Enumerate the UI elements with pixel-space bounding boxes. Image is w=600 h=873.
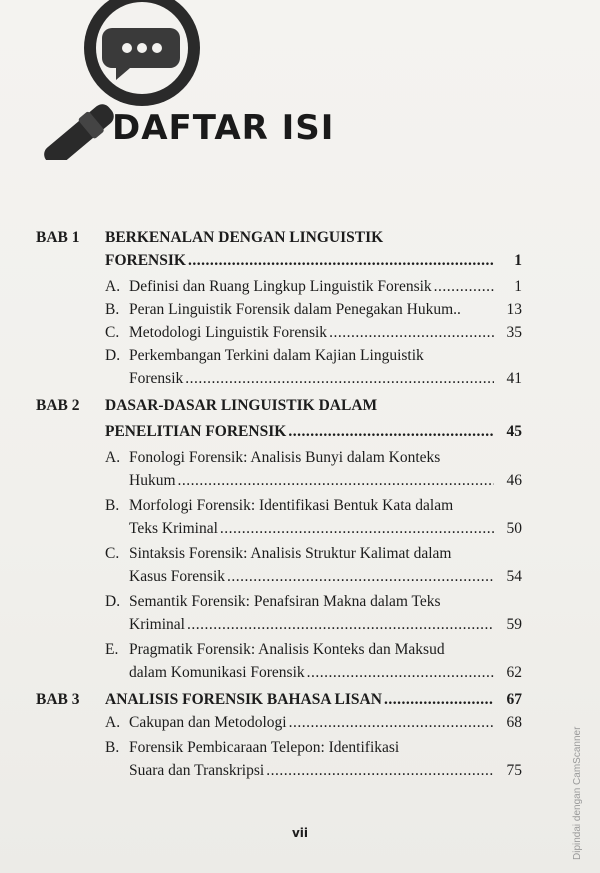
- toc-item: [36, 638, 522, 661]
- toc-item-cont: [36, 613, 522, 636]
- item-title: Semantik Forensik: Penafsiran Makna dalam Teks: [129, 593, 441, 610]
- item-title-cont: Kasus Forensik: [129, 568, 226, 585]
- chapter-heading-line: [36, 420, 522, 443]
- chapter-label: BAB 3: [36, 691, 80, 708]
- item-letter: B.: [105, 301, 120, 318]
- toc-item: [36, 446, 522, 469]
- page-number: 75: [506, 762, 522, 779]
- page-number: 68: [506, 714, 522, 731]
- toc-item: [36, 711, 522, 734]
- toc-item-cont: [36, 661, 522, 684]
- chapter-heading: [36, 688, 522, 711]
- toc-item-cont: [36, 565, 522, 588]
- page-number: 41: [506, 370, 522, 387]
- chapter-label: BAB 1: [36, 229, 80, 246]
- item-title: Morfologi Forensik: Identifikasi Bentuk Kata dalam: [129, 497, 454, 514]
- toc-item: [36, 344, 522, 367]
- item-title: Cakupan dan Metodologi: [129, 714, 287, 731]
- page-number: 62: [506, 664, 522, 681]
- toc-item: [36, 275, 522, 298]
- item-letter: E.: [105, 641, 119, 658]
- toc-item-cont: [36, 517, 522, 540]
- item-title: Sintaksis Forensik: Analisis Struktur Kalimat dalam: [129, 545, 452, 562]
- item-title-cont: Suara dan Transkripsi: [129, 762, 265, 779]
- chapter-title: ANALISIS FORENSIK BAHASA LISAN: [105, 691, 382, 708]
- chapter-title-cont: FORENSIK: [105, 252, 186, 269]
- item-title: Forensik Pembicaraan Telepon: Identifikasi: [129, 739, 400, 756]
- toc-item: [36, 590, 522, 613]
- item-title: Perkembangan Terkini dalam Kajian Linguistik: [129, 347, 424, 364]
- item-letter: B.: [105, 497, 120, 514]
- page-number: 1: [514, 252, 522, 269]
- table-of-contents: [36, 226, 522, 782]
- page-number: 1: [514, 278, 522, 295]
- item-title: Metodologi Linguistik Forensik: [129, 324, 328, 341]
- item-letter: C.: [105, 324, 120, 341]
- item-title: Definisi dan Ruang Lingkup Linguistik Forensik: [129, 278, 432, 295]
- item-letter: D.: [105, 593, 121, 610]
- chapter-heading: [36, 226, 522, 249]
- item-letter: A.: [105, 449, 121, 466]
- item-title-cont: Forensik: [129, 370, 184, 387]
- item-title-cont: Hukum: [129, 472, 176, 489]
- chapter-title-cont: PENELITIAN FORENSIK: [105, 423, 287, 440]
- toc-item-cont: [36, 469, 522, 492]
- item-letter: A.: [105, 278, 121, 295]
- chapter-heading-line: [36, 249, 522, 272]
- page-number: 46: [506, 472, 522, 489]
- toc-item: [36, 298, 522, 321]
- item-letter: A.: [105, 714, 121, 731]
- toc-item: [36, 736, 522, 759]
- chapter-title: BERKENALAN DENGAN LINGUISTIK: [105, 229, 384, 246]
- chapter-title: DASAR-DASAR LINGUISTIK DALAM: [105, 397, 378, 414]
- toc-item: [36, 321, 522, 344]
- page-number: 67: [506, 691, 522, 708]
- item-title-cont: Kriminal: [129, 616, 185, 633]
- page-number: 45: [506, 423, 522, 440]
- item-title-cont: dalam Komunikasi Forensik: [129, 664, 305, 681]
- item-title: Fonologi Forensik: Analisis Bunyi dalam Konteks: [129, 449, 441, 466]
- page-number: 54: [506, 568, 522, 585]
- chapter-label: BAB 2: [36, 397, 80, 414]
- toc-item: [36, 542, 522, 565]
- chapter-heading: [36, 394, 522, 417]
- scanner-watermark: Dipindai dengan CamScanner: [572, 726, 583, 860]
- page-number: 59: [506, 616, 522, 633]
- item-letter: D.: [105, 347, 121, 364]
- toc-item-cont: [36, 759, 522, 782]
- item-letter: C.: [105, 545, 120, 562]
- page-title: DAFTAR ISI: [112, 108, 335, 148]
- item-title: Peran Linguistik Forensik dalam Penegakan Hukum..: [129, 301, 461, 318]
- item-letter: B.: [105, 739, 120, 756]
- toc-item-cont: [36, 367, 522, 390]
- item-title-cont: Teks Kriminal: [129, 520, 218, 537]
- page-number-footer: vii: [291, 826, 309, 840]
- page-number: 13: [506, 301, 522, 318]
- toc-item: [36, 494, 522, 517]
- page-number: 50: [506, 520, 522, 537]
- page-number: 35: [506, 324, 522, 341]
- item-title: Pragmatik Forensik: Analisis Konteks dan Maksud: [129, 641, 445, 658]
